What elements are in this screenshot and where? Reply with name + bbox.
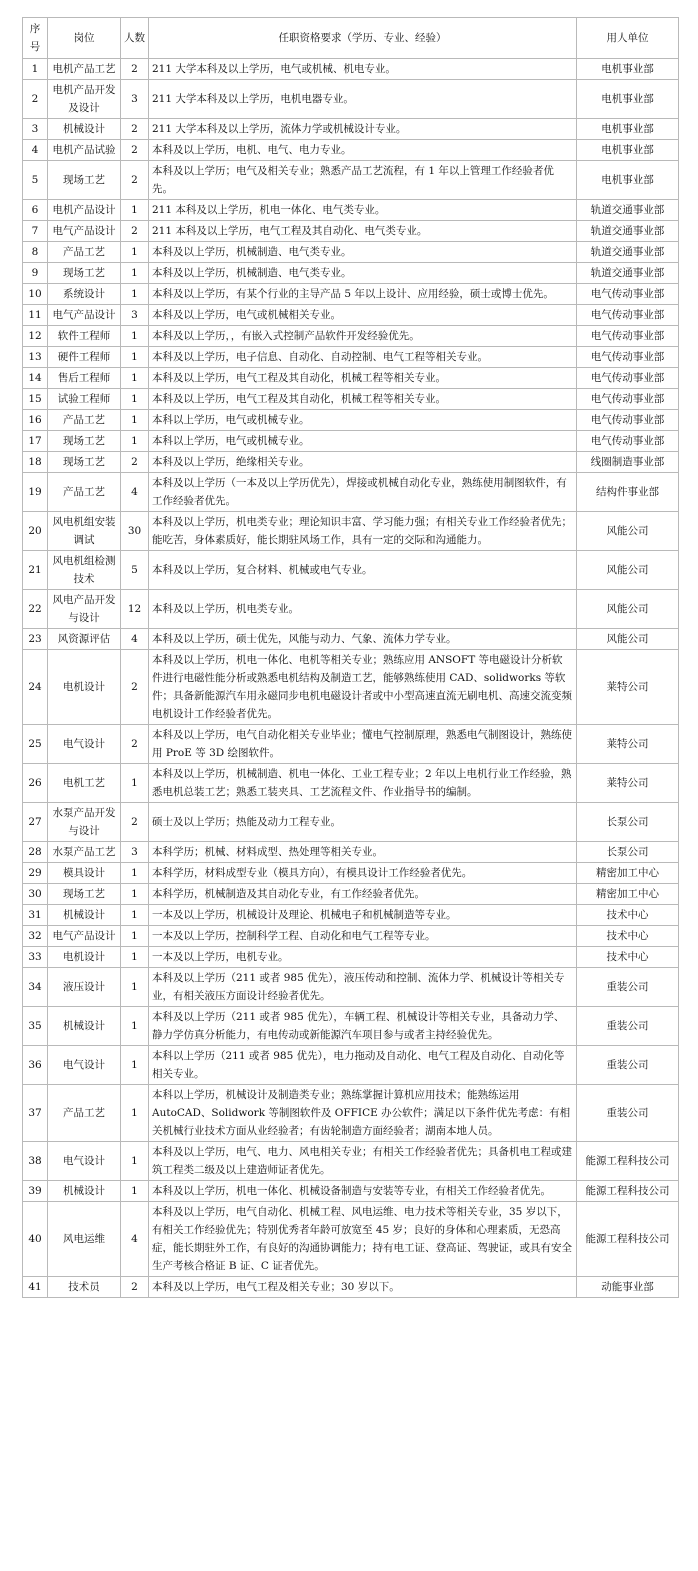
- cell-position: 电机产品开发及设计: [48, 80, 121, 119]
- cell-position: 机械设计: [48, 119, 121, 140]
- cell-requirement: 本科及以上学历，电气工程及其自动化，机械工程等相关专业。: [149, 368, 577, 389]
- cell-no: 13: [23, 347, 48, 368]
- cell-requirement: 硕士及以上学历；热能及动力工程专业。: [149, 803, 577, 842]
- cell-no: 2: [23, 80, 48, 119]
- cell-no: 34: [23, 968, 48, 1007]
- cell-count: 2: [121, 650, 149, 725]
- cell-requirement: 本科及以上学历（211 或者 985 优先），车辆工程、机械设计等相关专业，具备动力学、静力学仿真分析能力，有电传动或新能源汽车项目参与或者主持经验优先。: [149, 1007, 577, 1046]
- cell-requirement: 本科及以上学历，机械制造、电气类专业。: [149, 263, 577, 284]
- cell-requirement: 本科及以上学历，电子信息、自动化、自动控制、电气工程等相关专业。: [149, 347, 577, 368]
- cell-requirement: 本科及以上学历（一本及以上学历优先），焊接或机械自动化专业，熟练使用制图软件，有工作经验者优先。: [149, 473, 577, 512]
- table-row: [23, 1046, 679, 1085]
- cell-count: 30: [121, 512, 149, 551]
- cell-no: 24: [23, 650, 48, 725]
- table-row: [23, 326, 679, 347]
- table-row: [23, 200, 679, 221]
- cell-requirement: 本科学历，机械制造及其自动化专业，有工作经验者优先。: [149, 884, 577, 905]
- table-row: [23, 725, 679, 764]
- table-row: [23, 221, 679, 242]
- cell-position: 风电机组检测技术: [48, 551, 121, 590]
- cell-count: 1: [121, 1007, 149, 1046]
- cell-count: 1: [121, 884, 149, 905]
- cell-count: 4: [121, 473, 149, 512]
- recruitment-table: [22, 17, 679, 1298]
- cell-count: 2: [121, 161, 149, 200]
- cell-unit: 风能公司: [577, 590, 679, 629]
- header-requirement: 任职资格要求（学历、专业、经验）: [149, 18, 577, 59]
- cell-no: 29: [23, 863, 48, 884]
- cell-requirement: 本科及以上学历，有某个行业的主导产品 5 年以上设计、应用经验，硕士或博士优先。: [149, 284, 577, 305]
- cell-unit: 电气传动事业部: [577, 284, 679, 305]
- cell-position: 硬件工程师: [48, 347, 121, 368]
- cell-requirement: 本科以上学历，电气或机械专业。: [149, 431, 577, 452]
- cell-unit: 动能事业部: [577, 1277, 679, 1298]
- table-header-row: [23, 18, 679, 59]
- cell-no: 35: [23, 1007, 48, 1046]
- table-row: [23, 947, 679, 968]
- cell-no: 10: [23, 284, 48, 305]
- cell-count: 1: [121, 431, 149, 452]
- cell-requirement: 一本及以上学历，电机专业。: [149, 947, 577, 968]
- cell-position: 电气设计: [48, 1142, 121, 1181]
- cell-no: 5: [23, 161, 48, 200]
- cell-position: 风电运维: [48, 1202, 121, 1277]
- table-row: [23, 368, 679, 389]
- cell-unit: 线圈制造事业部: [577, 452, 679, 473]
- cell-unit: 风能公司: [577, 512, 679, 551]
- cell-count: 1: [121, 368, 149, 389]
- cell-requirement: 211 大学本科及以上学历，流体力学或机械设计专业。: [149, 119, 577, 140]
- cell-requirement: 本科学历，材料成型专业（模具方向），有模具设计工作经验者优先。: [149, 863, 577, 884]
- cell-position: 风电机组安装调试: [48, 512, 121, 551]
- cell-position: 产品工艺: [48, 1085, 121, 1142]
- table-row: [23, 1007, 679, 1046]
- cell-position: 电机工艺: [48, 764, 121, 803]
- cell-requirement: 一本及以上学历，控制科学工程、自动化和电气工程等专业。: [149, 926, 577, 947]
- cell-position: 电气产品设计: [48, 926, 121, 947]
- cell-no: 28: [23, 842, 48, 863]
- cell-count: 3: [121, 842, 149, 863]
- cell-no: 27: [23, 803, 48, 842]
- table-row: [23, 590, 679, 629]
- cell-no: 20: [23, 512, 48, 551]
- cell-position: 机械设计: [48, 1181, 121, 1202]
- cell-unit: 莱特公司: [577, 650, 679, 725]
- table-row: [23, 59, 679, 80]
- cell-count: 1: [121, 764, 149, 803]
- cell-unit: 技术中心: [577, 905, 679, 926]
- table-row: [23, 389, 679, 410]
- cell-no: 26: [23, 764, 48, 803]
- cell-no: 3: [23, 119, 48, 140]
- cell-unit: 精密加工中心: [577, 863, 679, 884]
- table-row: [23, 431, 679, 452]
- cell-count: 3: [121, 80, 149, 119]
- cell-no: 18: [23, 452, 48, 473]
- cell-unit: 电气传动事业部: [577, 389, 679, 410]
- cell-unit: 重装公司: [577, 1046, 679, 1085]
- cell-unit: 电机事业部: [577, 80, 679, 119]
- table-row: [23, 803, 679, 842]
- cell-position: 系统设计: [48, 284, 121, 305]
- cell-unit: 技术中心: [577, 947, 679, 968]
- cell-count: 2: [121, 803, 149, 842]
- cell-no: 30: [23, 884, 48, 905]
- cell-no: 22: [23, 590, 48, 629]
- cell-count: 2: [121, 59, 149, 80]
- cell-no: 11: [23, 305, 48, 326]
- table-row: [23, 551, 679, 590]
- cell-position: 电机产品试验: [48, 140, 121, 161]
- cell-unit: 风能公司: [577, 629, 679, 650]
- cell-position: 水泵产品开发与设计: [48, 803, 121, 842]
- table-row: [23, 1277, 679, 1298]
- cell-position: 机械设计: [48, 1007, 121, 1046]
- cell-count: 1: [121, 284, 149, 305]
- cell-unit: 电气传动事业部: [577, 305, 679, 326]
- cell-position: 售后工程师: [48, 368, 121, 389]
- cell-requirement: 本科以上学历（211 或者 985 优先），电力拖动及自动化、电气工程及自动化、自动化等相关专业。: [149, 1046, 577, 1085]
- cell-unit: 能源工程科技公司: [577, 1202, 679, 1277]
- cell-unit: 轨道交通事业部: [577, 242, 679, 263]
- header-count: 人数: [121, 18, 149, 59]
- cell-unit: 电气传动事业部: [577, 410, 679, 431]
- cell-no: 31: [23, 905, 48, 926]
- cell-requirement: 211 大学本科及以上学历，电气或机械、机电专业。: [149, 59, 577, 80]
- cell-unit: 风能公司: [577, 551, 679, 590]
- cell-count: 1: [121, 326, 149, 347]
- cell-unit: 莱特公司: [577, 764, 679, 803]
- cell-no: 21: [23, 551, 48, 590]
- cell-requirement: 本科及以上学历，硕士优先，风能与动力、气象、流体力学专业。: [149, 629, 577, 650]
- table-row: [23, 284, 679, 305]
- cell-no: 17: [23, 431, 48, 452]
- cell-unit: 电气传动事业部: [577, 368, 679, 389]
- cell-unit: 结构件事业部: [577, 473, 679, 512]
- cell-count: 2: [121, 119, 149, 140]
- cell-requirement: 本科及以上学历，机电一体化、电机等相关专业；熟练应用 ANSOFT 等电磁设计分析软件进行电磁性能分析或熟悉电机结构及制造工艺，能够熟练使用 CAD、solidworks 等软件；具备新能源汽车用永磁同步电机电磁设计者或中小型高速直流无刷电机、高速交流变频电机设计工作经验者优先。: [149, 650, 577, 725]
- cell-unit: 能源工程科技公司: [577, 1142, 679, 1181]
- cell-requirement: 本科及以上学历，电气工程及其自动化，机械工程等相关专业。: [149, 389, 577, 410]
- cell-count: 4: [121, 629, 149, 650]
- table-row: [23, 968, 679, 1007]
- cell-count: 1: [121, 242, 149, 263]
- cell-unit: 电机事业部: [577, 161, 679, 200]
- cell-position: 现场工艺: [48, 452, 121, 473]
- table-row: [23, 140, 679, 161]
- table-row: [23, 884, 679, 905]
- cell-position: 电机产品工艺: [48, 59, 121, 80]
- cell-no: 41: [23, 1277, 48, 1298]
- cell-unit: 轨道交通事业部: [577, 221, 679, 242]
- cell-no: 38: [23, 1142, 48, 1181]
- table-row: [23, 473, 679, 512]
- cell-requirement: 本科及以上学历，电气、电力、风电相关专业；有相关工作经验者优先；具备机电工程或建筑工程类二级及以上建造师证者优先。: [149, 1142, 577, 1181]
- cell-requirement: 本科及以上学历，，有嵌入式控制产品软件开发经验优先。: [149, 326, 577, 347]
- cell-position: 现场工艺: [48, 263, 121, 284]
- cell-count: 1: [121, 200, 149, 221]
- table-row: [23, 905, 679, 926]
- cell-requirement: 本科及以上学历，复合材料、机械或电气专业。: [149, 551, 577, 590]
- cell-count: 1: [121, 1142, 149, 1181]
- cell-requirement: 本科及以上学历（211 或者 985 优先），液压传动和控制、流体力学、机械设计等相关专业，有相关液压方面设计经验者优先。: [149, 968, 577, 1007]
- table-row: [23, 512, 679, 551]
- cell-position: 现场工艺: [48, 161, 121, 200]
- header-no: 序号: [23, 18, 48, 59]
- cell-no: 25: [23, 725, 48, 764]
- cell-unit: 重装公司: [577, 968, 679, 1007]
- table-row: [23, 1181, 679, 1202]
- cell-no: 1: [23, 59, 48, 80]
- cell-requirement: 本科及以上学历，机电类专业。: [149, 590, 577, 629]
- cell-unit: 能源工程科技公司: [577, 1181, 679, 1202]
- table-row: [23, 926, 679, 947]
- cell-unit: 重装公司: [577, 1007, 679, 1046]
- cell-no: 23: [23, 629, 48, 650]
- cell-requirement: 本科及以上学历，机电类专业；理论知识丰富、学习能力强；有相关专业工作经验者优先；能吃苦，身体素质好，能长期驻风场工作，具有一定的交际和沟通能力。: [149, 512, 577, 551]
- cell-unit: 电机事业部: [577, 140, 679, 161]
- cell-requirement: 本科及以上学历，电气自动化相关专业毕业；懂电气控制原理，熟悉电气制图设计，熟练使用 ProE 等 3D 绘图软件。: [149, 725, 577, 764]
- cell-no: 12: [23, 326, 48, 347]
- cell-no: 4: [23, 140, 48, 161]
- table-row: [23, 119, 679, 140]
- cell-requirement: 本科以上学历，电气或机械专业。: [149, 410, 577, 431]
- cell-count: 4: [121, 1202, 149, 1277]
- cell-no: 33: [23, 947, 48, 968]
- cell-requirement: 本科及以上学历，电气工程及相关专业；30 岁以下。: [149, 1277, 577, 1298]
- cell-requirement: 本科及以上学历，机械制造、机电一体化、工业工程专业；2 年以上电机行业工作经验，熟悉电机总装工艺；熟悉工装夹具、工艺流程文件、作业指导书的编制。: [149, 764, 577, 803]
- cell-position: 电气产品设计: [48, 305, 121, 326]
- cell-requirement: 本科及以上学历，机械制造、电气类专业。: [149, 242, 577, 263]
- cell-count: 1: [121, 968, 149, 1007]
- cell-no: 9: [23, 263, 48, 284]
- cell-position: 产品工艺: [48, 473, 121, 512]
- cell-position: 电气设计: [48, 725, 121, 764]
- table-body: [23, 59, 679, 1298]
- cell-count: 1: [121, 947, 149, 968]
- table-row: [23, 1202, 679, 1277]
- cell-requirement: 211 本科及以上学历，电气工程及其自动化、电气类专业。: [149, 221, 577, 242]
- cell-unit: 长泵公司: [577, 803, 679, 842]
- cell-requirement: 本科及以上学历，电机、电气、电力专业。: [149, 140, 577, 161]
- cell-requirement: 211 大学本科及以上学历，电机电器专业。: [149, 80, 577, 119]
- cell-unit: 精密加工中心: [577, 884, 679, 905]
- cell-position: 试验工程师: [48, 389, 121, 410]
- cell-count: 1: [121, 1046, 149, 1085]
- cell-position: 风电产品开发与设计: [48, 590, 121, 629]
- cell-position: 模具设计: [48, 863, 121, 884]
- table-row: [23, 629, 679, 650]
- cell-count: 1: [121, 905, 149, 926]
- table-row: [23, 410, 679, 431]
- cell-count: 3: [121, 305, 149, 326]
- cell-position: 产品工艺: [48, 410, 121, 431]
- cell-count: 1: [121, 389, 149, 410]
- cell-requirement: 本科及以上学历，电气自动化、机械工程、风电运维、电力技术等相关专业，35 岁以下，有相关工作经验优先；特别优秀者年龄可放宽至 45 岁；良好的身体和心理素质，无恐高症，能长期驻外工作，有良好的沟通协调能力；持有电工证、登高证、驾驶证，或具有安全生产考核合格证 B 证、C 证者优先。: [149, 1202, 577, 1277]
- cell-no: 32: [23, 926, 48, 947]
- cell-position: 软件工程师: [48, 326, 121, 347]
- cell-unit: 电机事业部: [577, 119, 679, 140]
- cell-requirement: 本科以上学历，机械设计及制造类专业；熟练掌握计算机应用技术；能熟练运用 AutoCAD、Solidwork 等制图软件及 OFFICE 办公软件；满足以下条件优先考虑：有相关机械行业技术方面从业经验者；有齿轮制造方面经验者；湖南本地人员。: [149, 1085, 577, 1142]
- cell-no: 40: [23, 1202, 48, 1277]
- cell-unit: 电气传动事业部: [577, 347, 679, 368]
- cell-count: 1: [121, 863, 149, 884]
- table-row: [23, 764, 679, 803]
- cell-count: 2: [121, 140, 149, 161]
- cell-requirement: 本科及以上学历，机电一体化、机械设备制造与安装等专业，有相关工作经验者优先。: [149, 1181, 577, 1202]
- cell-count: 1: [121, 347, 149, 368]
- cell-position: 电气设计: [48, 1046, 121, 1085]
- table-row: [23, 650, 679, 725]
- cell-requirement: 一本及以上学历，机械设计及理论、机械电子和机械制造等专业。: [149, 905, 577, 926]
- cell-unit: 电气传动事业部: [577, 326, 679, 347]
- cell-requirement: 本科及以上学历，绝缘相关专业。: [149, 452, 577, 473]
- header-unit: 用人单位: [577, 18, 679, 59]
- cell-count: 1: [121, 1085, 149, 1142]
- cell-unit: 轨道交通事业部: [577, 263, 679, 284]
- table-row: [23, 347, 679, 368]
- cell-unit: 轨道交通事业部: [577, 200, 679, 221]
- cell-count: 2: [121, 452, 149, 473]
- table-row: [23, 80, 679, 119]
- cell-position: 技术员: [48, 1277, 121, 1298]
- table-row: [23, 452, 679, 473]
- cell-unit: 长泵公司: [577, 842, 679, 863]
- cell-no: 37: [23, 1085, 48, 1142]
- cell-no: 19: [23, 473, 48, 512]
- table-row: [23, 263, 679, 284]
- table-row: [23, 842, 679, 863]
- table-row: [23, 1085, 679, 1142]
- cell-no: 8: [23, 242, 48, 263]
- cell-count: 1: [121, 926, 149, 947]
- cell-position: 电气产品设计: [48, 221, 121, 242]
- table-row: [23, 161, 679, 200]
- cell-position: 机械设计: [48, 905, 121, 926]
- cell-count: 2: [121, 1277, 149, 1298]
- table-row: [23, 305, 679, 326]
- cell-no: 16: [23, 410, 48, 431]
- cell-no: 6: [23, 200, 48, 221]
- table-row: [23, 1142, 679, 1181]
- cell-position: 电机设计: [48, 947, 121, 968]
- cell-position: 水泵产品工艺: [48, 842, 121, 863]
- cell-position: 电机设计: [48, 650, 121, 725]
- cell-position: 电机产品设计: [48, 200, 121, 221]
- cell-no: 36: [23, 1046, 48, 1085]
- cell-unit: 重装公司: [577, 1085, 679, 1142]
- cell-position: 现场工艺: [48, 431, 121, 452]
- cell-requirement: 本科及以上学历；电气及相关专业；熟悉产品工艺流程，有 1 年以上管理工作经验者优先。: [149, 161, 577, 200]
- cell-position: 产品工艺: [48, 242, 121, 263]
- cell-count: 2: [121, 725, 149, 764]
- cell-count: 1: [121, 263, 149, 284]
- cell-unit: 电机事业部: [577, 59, 679, 80]
- cell-requirement: 本科学历；机械、材料成型、热处理等相关专业。: [149, 842, 577, 863]
- cell-no: 39: [23, 1181, 48, 1202]
- cell-count: 1: [121, 410, 149, 431]
- cell-no: 7: [23, 221, 48, 242]
- cell-position: 液压设计: [48, 968, 121, 1007]
- cell-count: 2: [121, 221, 149, 242]
- cell-unit: 电气传动事业部: [577, 431, 679, 452]
- cell-no: 15: [23, 389, 48, 410]
- cell-requirement: 本科及以上学历，电气或机械相关专业。: [149, 305, 577, 326]
- header-position: 岗位: [48, 18, 121, 59]
- cell-unit: 莱特公司: [577, 725, 679, 764]
- table-row: [23, 863, 679, 884]
- table-row: [23, 242, 679, 263]
- cell-count: 5: [121, 551, 149, 590]
- cell-count: 12: [121, 590, 149, 629]
- cell-unit: 技术中心: [577, 926, 679, 947]
- cell-no: 14: [23, 368, 48, 389]
- cell-position: 风资源评估: [48, 629, 121, 650]
- cell-position: 现场工艺: [48, 884, 121, 905]
- cell-requirement: 211 本科及以上学历，机电一体化、电气类专业。: [149, 200, 577, 221]
- cell-count: 1: [121, 1181, 149, 1202]
